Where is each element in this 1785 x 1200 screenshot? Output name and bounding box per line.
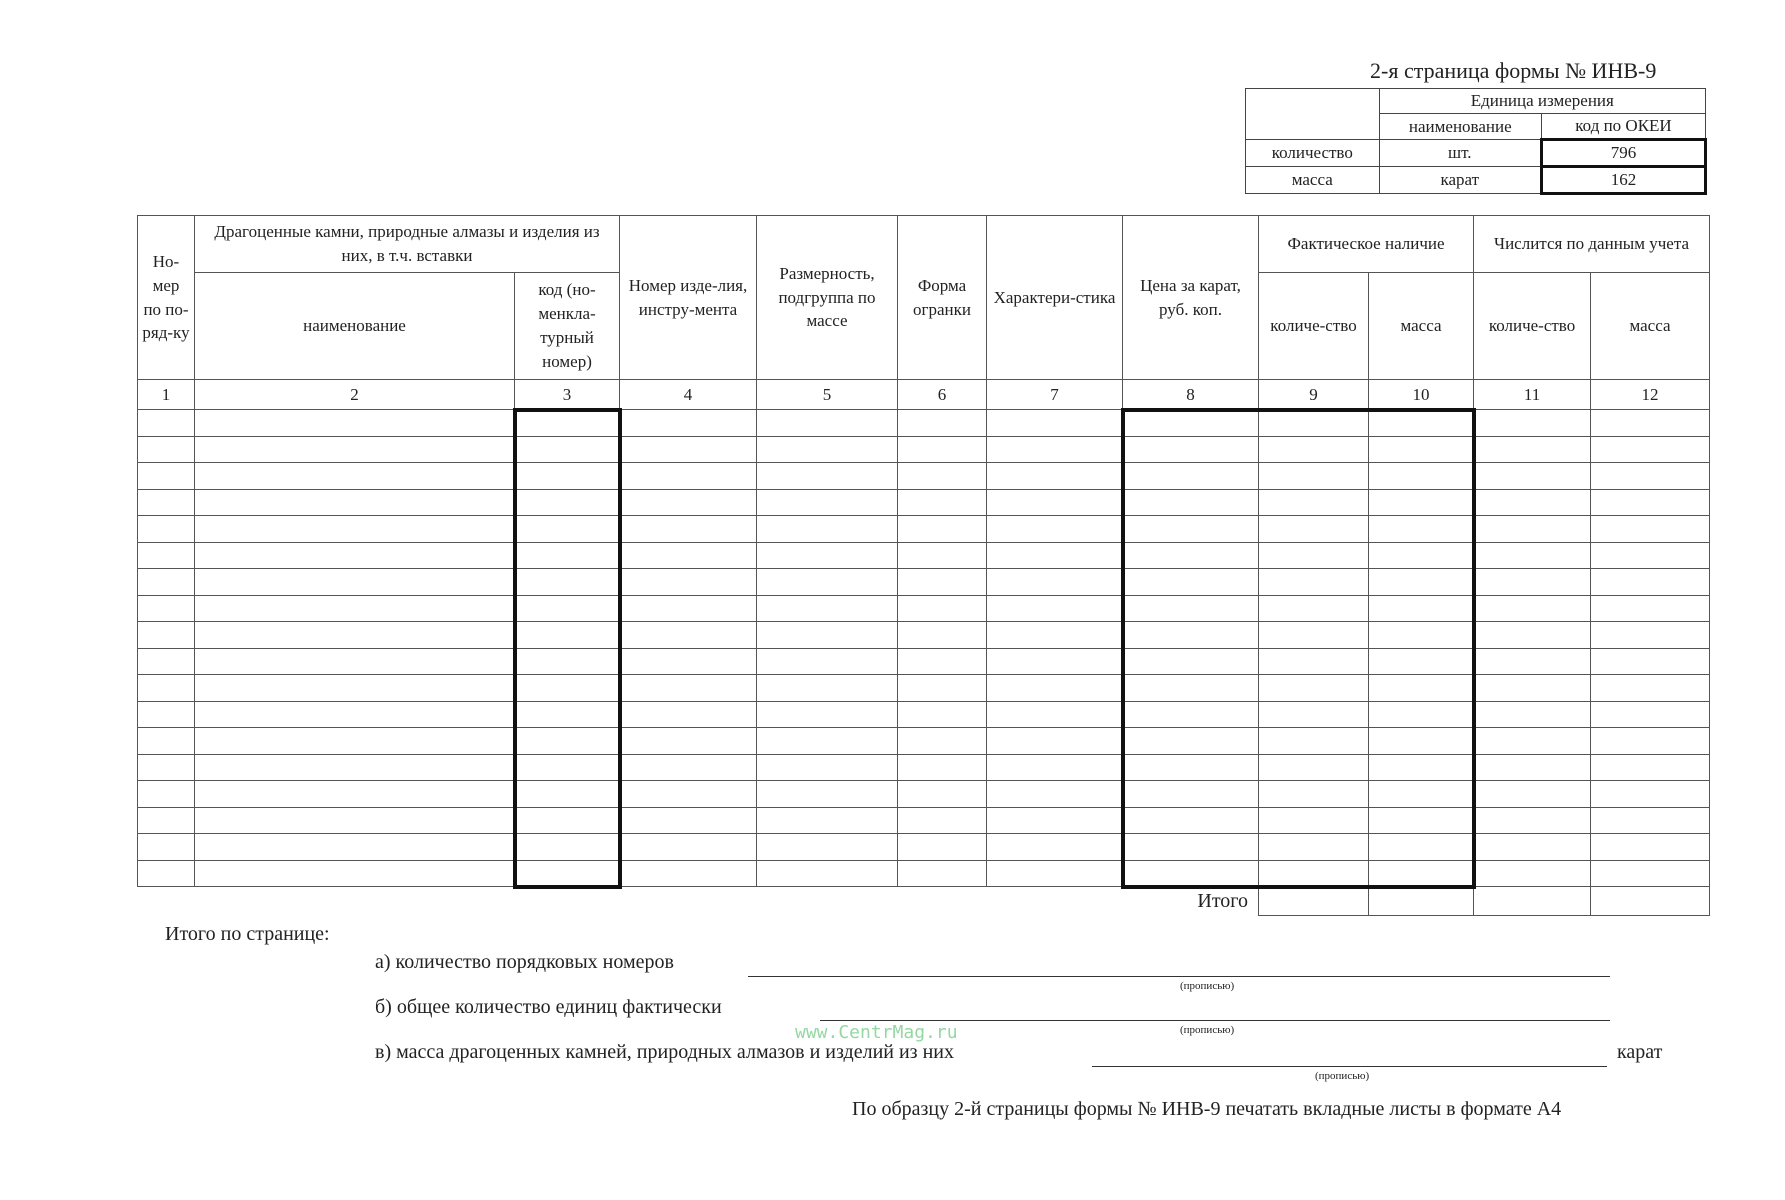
table-cell[interactable]	[1369, 410, 1474, 437]
table-cell[interactable]	[757, 463, 898, 490]
table-cell[interactable]	[987, 648, 1123, 675]
table-cell[interactable]	[195, 410, 515, 437]
table-cell[interactable]	[1123, 463, 1259, 490]
col-3-header: код (но-менкла-турный номер)	[515, 273, 620, 380]
column-number: 10	[1369, 380, 1474, 410]
table-cell[interactable]	[1474, 781, 1591, 808]
table-cell[interactable]	[138, 807, 195, 834]
table-row	[138, 834, 1710, 861]
col-9-header: количе-ство	[1259, 273, 1369, 380]
table-cell[interactable]	[1123, 595, 1259, 622]
table-row	[138, 516, 1710, 543]
table-cell[interactable]	[1123, 675, 1259, 702]
column-number: 4	[620, 380, 757, 410]
units-table	[1245, 88, 1707, 195]
table-cell[interactable]	[138, 622, 195, 649]
table-cell[interactable]	[1591, 622, 1710, 649]
table-cell[interactable]	[1369, 754, 1474, 781]
table-cell[interactable]	[898, 410, 987, 437]
table-cell[interactable]	[1591, 516, 1710, 543]
table-cell[interactable]	[138, 516, 195, 543]
table-cell[interactable]	[138, 595, 195, 622]
table-cell[interactable]	[1123, 436, 1259, 463]
table-cell[interactable]	[1259, 781, 1369, 808]
table-cell[interactable]	[195, 675, 515, 702]
table-cell[interactable]	[1474, 754, 1591, 781]
table-cell[interactable]	[515, 648, 620, 675]
table-cell[interactable]	[1591, 410, 1710, 437]
table-cell[interactable]	[195, 516, 515, 543]
table-cell[interactable]	[620, 781, 757, 808]
table-cell[interactable]	[1259, 648, 1369, 675]
units-col-name: наименование	[1379, 114, 1541, 140]
table-cell[interactable]	[1591, 860, 1710, 887]
table-row	[138, 489, 1710, 516]
table-cell[interactable]	[515, 569, 620, 596]
table-cell[interactable]	[1369, 728, 1474, 755]
table-cell[interactable]	[138, 436, 195, 463]
table-cell[interactable]	[1369, 516, 1474, 543]
table-cell[interactable]	[1369, 542, 1474, 569]
table-cell[interactable]	[515, 436, 620, 463]
col-11-header: количе-ство	[1474, 273, 1591, 380]
table-cell[interactable]	[1259, 860, 1369, 887]
table-cell[interactable]	[138, 728, 195, 755]
table-cell[interactable]	[1474, 542, 1591, 569]
units-col-code: код по ОКЕИ	[1542, 114, 1706, 140]
table-cell[interactable]	[620, 542, 757, 569]
table-cell[interactable]	[1123, 516, 1259, 543]
table-cell[interactable]	[195, 807, 515, 834]
table-cell[interactable]	[757, 807, 898, 834]
table-cell[interactable]	[1591, 595, 1710, 622]
table-cell[interactable]	[1123, 569, 1259, 596]
table-cell[interactable]	[898, 754, 987, 781]
table-cell[interactable]	[195, 542, 515, 569]
summary-line-a: а) количество порядковых номеров	[375, 951, 674, 973]
table-row	[138, 807, 1710, 834]
table-cell[interactable]	[898, 516, 987, 543]
units-header: Единица измерения	[1379, 89, 1705, 114]
summary-line-a-hint: (прописью)	[1180, 980, 1235, 992]
table-cell[interactable]	[1474, 410, 1591, 437]
table-cell[interactable]	[515, 489, 620, 516]
table-cell[interactable]	[987, 489, 1123, 516]
table-cell[interactable]	[1123, 542, 1259, 569]
table-cell[interactable]	[757, 754, 898, 781]
table-cell[interactable]	[757, 595, 898, 622]
table-cell[interactable]	[987, 622, 1123, 649]
table-cell[interactable]	[757, 860, 898, 887]
table-cell[interactable]	[515, 463, 620, 490]
table-cell[interactable]	[757, 648, 898, 675]
table-cell[interactable]	[1369, 569, 1474, 596]
table-cell[interactable]	[138, 781, 195, 808]
table-cell[interactable]	[515, 701, 620, 728]
table-cell[interactable]	[620, 436, 757, 463]
column-number: 7	[987, 380, 1123, 410]
table-cell[interactable]	[757, 622, 898, 649]
table-cell[interactable]	[1474, 489, 1591, 516]
table-cell[interactable]	[138, 701, 195, 728]
table-cell[interactable]	[195, 463, 515, 490]
table-cell[interactable]	[515, 675, 620, 702]
column-number: 6	[898, 380, 987, 410]
table-cell[interactable]	[1591, 754, 1710, 781]
table-cell[interactable]	[987, 860, 1123, 887]
table-cell[interactable]	[1259, 463, 1369, 490]
table-row	[138, 569, 1710, 596]
table-cell[interactable]	[1259, 622, 1369, 649]
units-corner-cell	[1246, 89, 1380, 140]
table-cell[interactable]	[620, 648, 757, 675]
table-cell[interactable]	[515, 516, 620, 543]
column-number: 5	[757, 380, 898, 410]
table-cell[interactable]	[987, 807, 1123, 834]
table-cell[interactable]	[1369, 489, 1474, 516]
table-cell[interactable]	[987, 436, 1123, 463]
table-row	[138, 595, 1710, 622]
column-number: 9	[1259, 380, 1369, 410]
table-cell[interactable]	[138, 754, 195, 781]
table-cell[interactable]	[1259, 595, 1369, 622]
table-cell[interactable]	[757, 569, 898, 596]
table-cell[interactable]	[898, 569, 987, 596]
table-cell[interactable]	[898, 648, 987, 675]
table-cell[interactable]	[1591, 701, 1710, 728]
table-cell[interactable]	[195, 701, 515, 728]
table-cell[interactable]	[515, 834, 620, 861]
table-cell[interactable]	[195, 489, 515, 516]
table-cell[interactable]	[1474, 860, 1591, 887]
stones-group-header: Драгоценные камни, природные алмазы и изделия из них, в т.ч. вставки	[195, 216, 620, 273]
col-10-header: масса	[1369, 273, 1474, 380]
units-row-label: масса	[1246, 167, 1380, 194]
table-row	[138, 463, 1710, 490]
table-row	[138, 675, 1710, 702]
summary-line-b-hint: (прописью)	[1180, 1024, 1235, 1036]
table-cell[interactable]	[1259, 834, 1369, 861]
units-row-label: количество	[1246, 140, 1380, 167]
total-label: Итого	[1197, 890, 1248, 912]
total-cell[interactable]	[1259, 887, 1369, 916]
table-cell[interactable]	[1259, 754, 1369, 781]
footnote: По образцу 2-й страницы формы № ИНВ-9 печатать вкладные листы в формате А4	[852, 1098, 1562, 1120]
table-cell[interactable]	[1123, 807, 1259, 834]
table-cell[interactable]	[620, 410, 757, 437]
table-cell[interactable]	[620, 701, 757, 728]
table-cell[interactable]	[757, 701, 898, 728]
table-cell[interactable]	[1591, 648, 1710, 675]
table-cell[interactable]	[987, 754, 1123, 781]
table-cell[interactable]	[515, 754, 620, 781]
table-cell[interactable]	[757, 489, 898, 516]
table-cell[interactable]	[987, 569, 1123, 596]
table-cell[interactable]	[1259, 701, 1369, 728]
table-cell[interactable]	[898, 489, 987, 516]
column-number: 3	[515, 380, 620, 410]
table-cell[interactable]	[515, 542, 620, 569]
table-cell[interactable]	[1474, 463, 1591, 490]
table-cell[interactable]	[987, 516, 1123, 543]
table-cell[interactable]	[1474, 701, 1591, 728]
table-cell[interactable]	[1123, 410, 1259, 437]
summary-line-c-field[interactable]	[1092, 1066, 1607, 1067]
table-cell[interactable]	[138, 675, 195, 702]
col-2-header: наименование	[195, 273, 515, 380]
table-cell[interactable]	[195, 834, 515, 861]
table-cell[interactable]	[515, 860, 620, 887]
table-cell[interactable]	[1369, 860, 1474, 887]
table-cell[interactable]	[195, 569, 515, 596]
inventory-table	[137, 215, 1710, 916]
col-4-header: Номер изде-лия, инстру-мента	[620, 216, 757, 380]
table-cell[interactable]	[138, 569, 195, 596]
total-cell[interactable]	[1474, 887, 1591, 916]
table-cell[interactable]	[898, 728, 987, 755]
records-group-header: Числится по данным учета	[1474, 216, 1710, 273]
table-cell[interactable]	[1123, 834, 1259, 861]
table-cell[interactable]	[138, 463, 195, 490]
col-12-header: масса	[1591, 273, 1710, 380]
table-cell[interactable]	[1474, 728, 1591, 755]
table-cell[interactable]	[620, 754, 757, 781]
table-cell[interactable]	[1591, 728, 1710, 755]
table-cell[interactable]	[1474, 569, 1591, 596]
form-title: 2-я страница формы № ИНВ-9	[1370, 58, 1657, 83]
table-cell[interactable]	[515, 410, 620, 437]
table-cell[interactable]	[1369, 675, 1474, 702]
units-row-code[interactable]: 162	[1542, 167, 1706, 194]
table-cell[interactable]	[757, 781, 898, 808]
table-cell[interactable]	[1369, 595, 1474, 622]
table-cell[interactable]	[1369, 807, 1474, 834]
table-cell[interactable]	[1474, 622, 1591, 649]
table-cell[interactable]	[620, 516, 757, 543]
table-cell[interactable]	[138, 860, 195, 887]
table-cell[interactable]	[1259, 675, 1369, 702]
table-cell[interactable]	[195, 860, 515, 887]
table-cell[interactable]	[1369, 701, 1474, 728]
table-cell[interactable]	[195, 754, 515, 781]
col-1-header: Но-мер по по-ряд-ку	[138, 216, 195, 380]
table-cell[interactable]	[1474, 648, 1591, 675]
table-cell[interactable]	[898, 834, 987, 861]
table-cell[interactable]	[987, 834, 1123, 861]
table-cell[interactable]	[1474, 516, 1591, 543]
table-body	[138, 410, 1710, 887]
table-cell[interactable]	[1123, 728, 1259, 755]
table-cell[interactable]	[1259, 542, 1369, 569]
table-cell[interactable]	[620, 675, 757, 702]
table-row	[138, 728, 1710, 755]
table-cell[interactable]	[1123, 701, 1259, 728]
table-cell[interactable]	[898, 807, 987, 834]
col-7-header: Характери-стика	[987, 216, 1123, 380]
table-cell[interactable]	[620, 569, 757, 596]
table-cell[interactable]	[1369, 648, 1474, 675]
table-cell[interactable]	[898, 675, 987, 702]
table-cell[interactable]	[757, 728, 898, 755]
table-cell[interactable]	[1369, 463, 1474, 490]
table-cell[interactable]	[1591, 569, 1710, 596]
table-cell[interactable]	[1591, 436, 1710, 463]
column-number: 12	[1591, 380, 1710, 410]
column-number: 1	[138, 380, 195, 410]
table-cell[interactable]	[1123, 781, 1259, 808]
table-cell[interactable]	[138, 834, 195, 861]
table-cell[interactable]	[1591, 463, 1710, 490]
table-cell[interactable]	[1591, 489, 1710, 516]
table-cell[interactable]	[1591, 807, 1710, 834]
table-cell[interactable]	[515, 622, 620, 649]
table-cell[interactable]	[1591, 675, 1710, 702]
table-cell[interactable]	[195, 781, 515, 808]
table-cell[interactable]	[620, 463, 757, 490]
table-cell[interactable]	[138, 648, 195, 675]
table-cell[interactable]	[898, 436, 987, 463]
table-cell[interactable]	[1123, 622, 1259, 649]
table-cell[interactable]	[1591, 781, 1710, 808]
table-cell[interactable]	[195, 622, 515, 649]
table-cell[interactable]	[757, 834, 898, 861]
table-cell[interactable]	[987, 675, 1123, 702]
col-5-header: Размерность, подгруппа по массе	[757, 216, 898, 380]
table-cell[interactable]	[898, 622, 987, 649]
table-cell[interactable]	[138, 542, 195, 569]
table-cell[interactable]	[898, 701, 987, 728]
table-cell[interactable]	[515, 728, 620, 755]
table-cell[interactable]	[515, 807, 620, 834]
col-6-header: Форма огранки	[898, 216, 987, 380]
table-cell[interactable]	[1259, 728, 1369, 755]
table-row	[138, 648, 1710, 675]
table-cell[interactable]	[620, 807, 757, 834]
table-cell[interactable]	[195, 595, 515, 622]
table-cell[interactable]	[1259, 489, 1369, 516]
total-cell[interactable]	[1591, 887, 1710, 916]
table-row	[138, 542, 1710, 569]
table-cell[interactable]	[1591, 834, 1710, 861]
table-cell[interactable]	[620, 860, 757, 887]
units-row-code[interactable]: 796	[1542, 140, 1706, 167]
table-cell[interactable]	[898, 860, 987, 887]
table-cell[interactable]	[1369, 834, 1474, 861]
table-cell[interactable]	[195, 728, 515, 755]
watermark: www.CentrMag.ru	[795, 1022, 958, 1043]
table-cell[interactable]	[987, 728, 1123, 755]
table-cell[interactable]	[620, 622, 757, 649]
summary-line-c-unit: карат	[1617, 1041, 1663, 1063]
table-cell[interactable]	[898, 781, 987, 808]
summary-line-b: б) общее количество единиц фактически	[375, 996, 722, 1018]
table-cell[interactable]	[757, 410, 898, 437]
units-row-name: карат	[1379, 167, 1541, 194]
table-cell[interactable]	[987, 701, 1123, 728]
table-cell[interactable]	[987, 781, 1123, 808]
column-number: 8	[1123, 380, 1259, 410]
table-cell[interactable]	[1369, 436, 1474, 463]
table-cell[interactable]	[1474, 807, 1591, 834]
table-cell[interactable]	[757, 436, 898, 463]
units-row-name: шт.	[1379, 140, 1541, 167]
table-cell[interactable]	[1123, 860, 1259, 887]
table-cell[interactable]	[138, 410, 195, 437]
table-row	[138, 436, 1710, 463]
table-cell[interactable]	[757, 542, 898, 569]
table-cell[interactable]	[1123, 489, 1259, 516]
table-cell[interactable]	[898, 595, 987, 622]
table-cell[interactable]	[987, 595, 1123, 622]
table-cell[interactable]	[757, 516, 898, 543]
table-cell[interactable]	[1474, 595, 1591, 622]
table-cell[interactable]	[1123, 648, 1259, 675]
table-cell[interactable]	[987, 410, 1123, 437]
table-cell[interactable]	[620, 595, 757, 622]
table-row	[138, 701, 1710, 728]
summary-line-a-field[interactable]	[748, 976, 1610, 977]
table-cell[interactable]	[515, 595, 620, 622]
col-8-header: Цена за карат, руб. коп.	[1123, 216, 1259, 380]
column-number: 2	[195, 380, 515, 410]
table-cell[interactable]	[195, 436, 515, 463]
table-cell[interactable]	[620, 728, 757, 755]
table-cell[interactable]	[1259, 807, 1369, 834]
table-cell[interactable]	[515, 781, 620, 808]
table-cell[interactable]	[620, 834, 757, 861]
summary-line-b-field[interactable]	[820, 1020, 1610, 1021]
total-cell[interactable]	[1369, 887, 1474, 916]
table-row	[138, 754, 1710, 781]
table-cell[interactable]	[1369, 622, 1474, 649]
table-row	[138, 622, 1710, 649]
table-cell[interactable]	[1369, 781, 1474, 808]
table-cell[interactable]	[1259, 516, 1369, 543]
actual-group-header: Фактическое наличие	[1259, 216, 1474, 273]
summary-title: Итого по странице:	[165, 923, 330, 945]
table-row	[138, 781, 1710, 808]
table-cell[interactable]	[1259, 569, 1369, 596]
table-row	[138, 860, 1710, 887]
table-cell[interactable]	[757, 675, 898, 702]
table-cell[interactable]	[1591, 542, 1710, 569]
table-cell[interactable]	[987, 542, 1123, 569]
table-cell[interactable]	[1474, 436, 1591, 463]
table-cell[interactable]	[898, 463, 987, 490]
summary-line-c: в) масса драгоценных камней, природных алмазов и изделий из них	[375, 1041, 954, 1063]
summary-line-c-hint: (прописью)	[1315, 1070, 1370, 1082]
table-cell[interactable]	[1259, 410, 1369, 437]
table-cell[interactable]	[138, 489, 195, 516]
table-row	[138, 410, 1710, 437]
table-cell[interactable]	[1123, 754, 1259, 781]
table-cell[interactable]	[987, 463, 1123, 490]
table-cell[interactable]	[620, 489, 757, 516]
column-number: 11	[1474, 380, 1591, 410]
table-cell[interactable]	[1259, 436, 1369, 463]
table-cell[interactable]	[898, 542, 987, 569]
table-cell[interactable]	[1474, 834, 1591, 861]
table-cell[interactable]	[195, 648, 515, 675]
table-cell[interactable]	[1474, 675, 1591, 702]
